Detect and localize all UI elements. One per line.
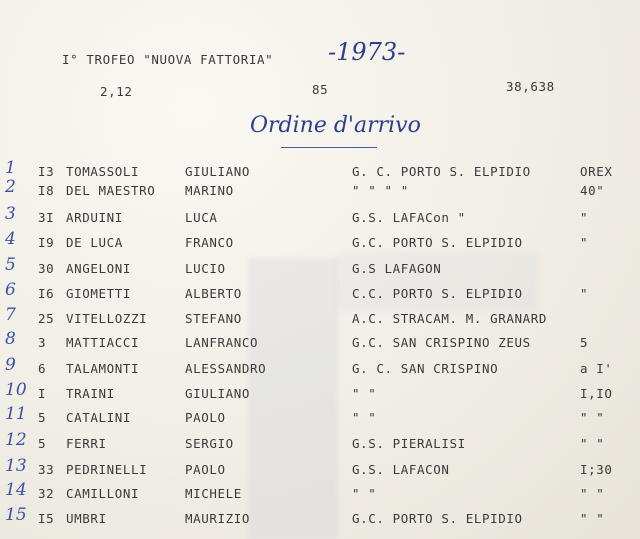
rider-surname: UMBRI xyxy=(66,511,107,526)
handwritten-position: 2 xyxy=(5,177,16,197)
team-name: " " xyxy=(352,410,377,425)
team-name: G.S. LAFACON xyxy=(352,462,450,477)
time-gap: " xyxy=(580,210,589,225)
time-gap: a I' xyxy=(580,361,613,376)
team-name: G. C. SAN CRISPINO xyxy=(352,361,499,376)
rider-surname: VITELLOZZI xyxy=(66,311,148,326)
time-gap: 40" xyxy=(580,183,605,198)
bib-number: 3I xyxy=(38,210,55,225)
race-title: I° TROFEO "NUOVA FATTORIA" xyxy=(62,52,274,67)
handwritten-position: 9 xyxy=(5,355,16,375)
team-name: A.C. STRACAM. M. GRANARD xyxy=(352,311,548,326)
bib-number: I5 xyxy=(38,511,55,526)
handwritten-position: 4 xyxy=(5,229,16,249)
rider-firstname: MARINO xyxy=(185,183,234,198)
distance: 2,12 xyxy=(100,84,133,99)
time-gap: I;30 xyxy=(580,462,613,477)
bib-number: 5 xyxy=(38,410,47,425)
bib-number: 25 xyxy=(38,311,55,326)
average-speed: 38,638 xyxy=(506,79,555,94)
bib-number: 32 xyxy=(38,486,55,501)
rider-surname: TALAMONTI xyxy=(66,361,140,376)
rider-firstname: STEFANO xyxy=(185,311,242,326)
team-name: G.C. PORTO S. ELPIDIO xyxy=(352,235,523,250)
rider-firstname: MAURIZIO xyxy=(185,511,251,526)
handwritten-position: 5 xyxy=(5,255,16,275)
bib-number: I9 xyxy=(38,235,55,250)
handwritten-position: 11 xyxy=(5,404,27,424)
handwritten-position: 8 xyxy=(5,329,16,349)
handwritten-position: 3 xyxy=(5,204,16,224)
handwritten-position: 7 xyxy=(5,305,16,325)
time-gap: " " xyxy=(580,511,605,526)
bib-number: 5 xyxy=(38,436,47,451)
handwritten-position: 13 xyxy=(5,456,27,476)
rider-surname: MATTIACCI xyxy=(66,335,140,350)
time-gap: " " xyxy=(580,436,605,451)
handwritten-subtitle: Ordine d'arrivo xyxy=(250,113,421,138)
rider-surname: ANGELONI xyxy=(66,261,132,276)
bib-number: I xyxy=(38,386,47,401)
rider-firstname: ALESSANDRO xyxy=(185,361,267,376)
team-name: G.S. LAFACon " xyxy=(352,210,466,225)
time-gap: " " xyxy=(580,410,605,425)
rider-firstname: PAOLO xyxy=(185,462,226,477)
rider-firstname: LUCA xyxy=(185,210,218,225)
rider-surname: PEDRINELLI xyxy=(66,462,148,477)
paper-shadow xyxy=(248,258,338,539)
bib-number: I6 xyxy=(38,286,55,301)
rider-firstname: MICHELE xyxy=(185,486,242,501)
team-name: G.S. PIERALISI xyxy=(352,436,466,451)
rider-surname: DE LUCA xyxy=(66,235,123,250)
team-name: C.C. PORTO S. ELPIDIO xyxy=(352,286,523,301)
rider-firstname: PAOLO xyxy=(185,410,226,425)
team-name: " " xyxy=(352,486,377,501)
bib-number: 33 xyxy=(38,462,55,477)
bib-number: I3 xyxy=(38,164,55,179)
time-gap: " " xyxy=(580,486,605,501)
rider-firstname: GIULIANO xyxy=(185,386,251,401)
rider-surname: TRAINI xyxy=(66,386,115,401)
time-gap: 5 xyxy=(580,335,589,350)
handwritten-position: 14 xyxy=(5,480,27,500)
rider-surname: FERRI xyxy=(66,436,107,451)
rider-firstname: ALBERTO xyxy=(185,286,242,301)
rider-firstname: FRANCO xyxy=(185,235,234,250)
bib-number: I8 xyxy=(38,183,55,198)
team-name: G. C. PORTO S. ELPIDIO xyxy=(352,164,531,179)
team-name: " " " " xyxy=(352,183,409,198)
time-gap: I,IO xyxy=(580,386,613,401)
rider-firstname: LUCIO xyxy=(185,261,226,276)
team-name: G.S LAFAGON xyxy=(352,261,442,276)
rider-surname: DEL MAESTRO xyxy=(66,183,156,198)
team-name: G.C. PORTO S. ELPIDIO xyxy=(352,511,523,526)
rider-surname: ARDUINI xyxy=(66,210,123,225)
bib-number: 6 xyxy=(38,361,47,376)
rider-surname: TOMASSOLI xyxy=(66,164,140,179)
rider-surname: CATALINI xyxy=(66,410,132,425)
bib-number: 30 xyxy=(38,261,55,276)
time-gap: OREX xyxy=(580,164,613,179)
handwritten-position: 6 xyxy=(5,280,16,300)
time-gap: " xyxy=(580,235,589,250)
bib-number: 3 xyxy=(38,335,47,350)
subtitle-underline xyxy=(281,147,377,148)
rider-firstname: GIULIANO xyxy=(185,164,251,179)
rider-surname: CAMILLONI xyxy=(66,486,140,501)
handwritten-position: 12 xyxy=(5,430,27,450)
handwritten-year: -1973- xyxy=(328,38,406,66)
rider-firstname: SERGIO xyxy=(185,436,234,451)
time-gap: " xyxy=(580,286,589,301)
team-name: G.C. SAN CRISPINO ZEUS xyxy=(352,335,531,350)
participants-count: 85 xyxy=(312,82,329,97)
team-name: " " xyxy=(352,386,377,401)
handwritten-position: 10 xyxy=(5,380,27,400)
handwritten-position: 15 xyxy=(5,505,27,525)
handwritten-position: 1 xyxy=(5,158,16,178)
rider-firstname: LANFRANCO xyxy=(185,335,259,350)
rider-surname: GIOMETTI xyxy=(66,286,132,301)
